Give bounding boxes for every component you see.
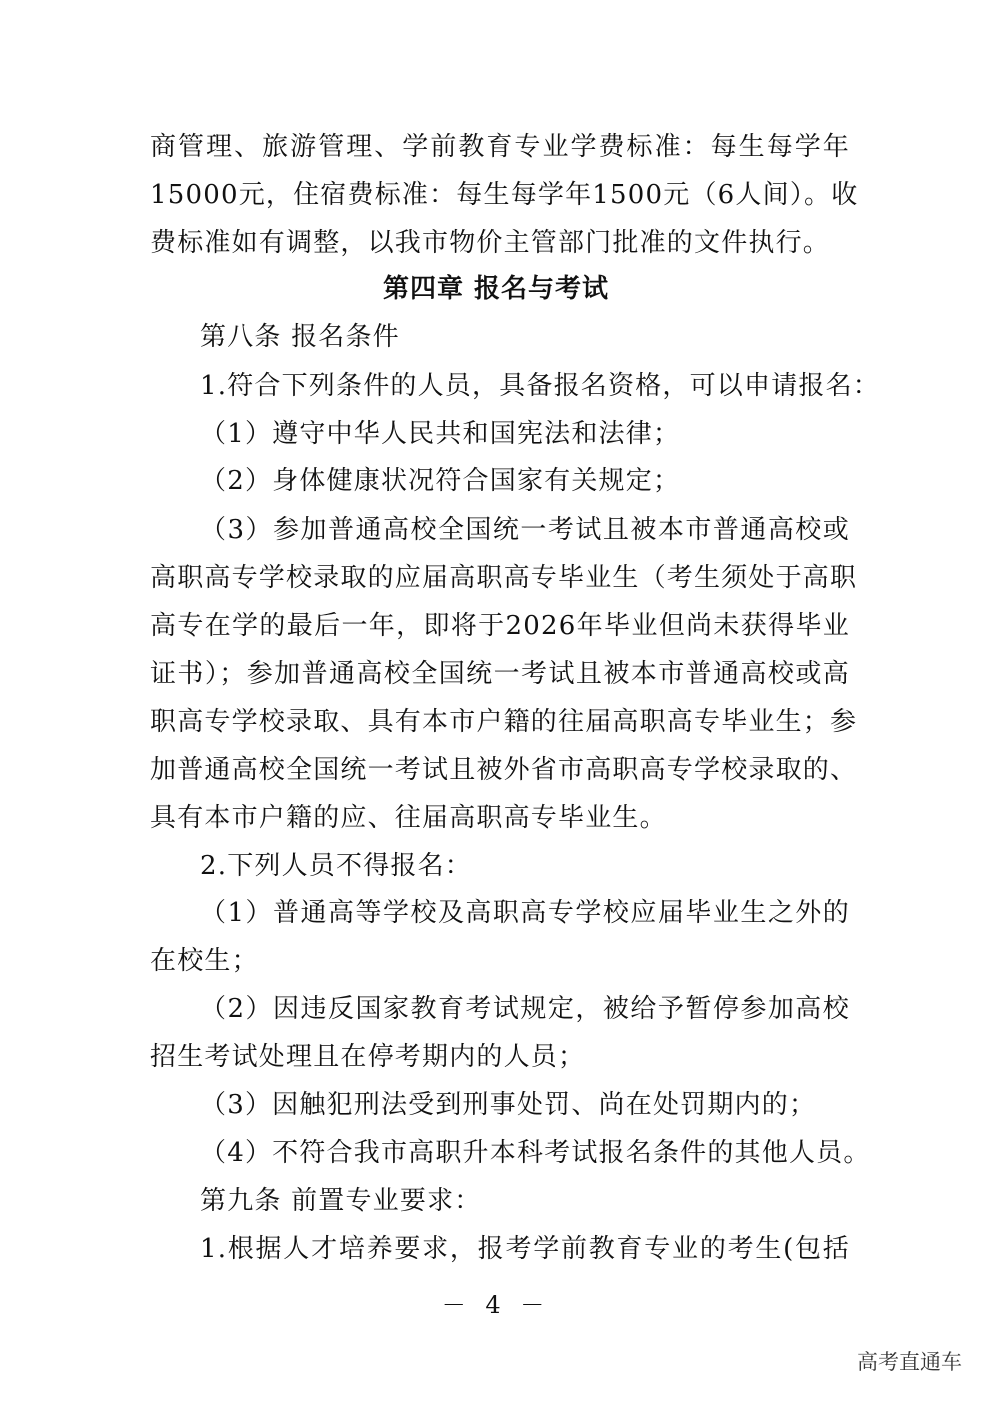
watermark-text: 高考直通车	[857, 1350, 962, 1374]
chapter-title: 第四章 报名与考试	[382, 274, 610, 304]
list-item: 2.下列人员不得报名：	[200, 851, 473, 881]
list-item: 1.根据人才培养要求，报考学前教育专业的考生(包括	[200, 1234, 850, 1264]
list-item-line: （1）普通高等学校及高职高专学校应届毕业生之外的	[200, 898, 850, 928]
list-item-line: 在校生；	[150, 946, 259, 976]
list-item: 1.符合下列条件的人员，具备报名资格，可以申请报名：	[200, 371, 881, 401]
list-item-line: 高职高专学校录取的应届高职高专毕业生（考生须处于高职	[150, 563, 858, 593]
article-heading: 第八条 报名条件	[200, 322, 400, 352]
paragraph-line: 费标准如有调整，以我市物价主管部门批准的文件执行。	[150, 228, 831, 258]
paragraph-line: 商管理、旅游管理、学前教育专业学费标准：每生每学年	[150, 132, 850, 162]
list-item: （1）遵守中华人民共和国宪法和法律；	[200, 419, 681, 449]
list-item-line: （3）参加普通高校全国统一考试且被本市普通高校或	[200, 515, 850, 545]
paragraph-line: 15000元，住宿费标准：每生每学年1500元（6人间）。收	[150, 180, 859, 210]
list-item-line: 具有本市户籍的应、往届高职高专毕业生。	[150, 803, 667, 833]
list-item-line: 高专在学的最后一年，即将于2026年毕业但尚未获得毕业	[150, 611, 850, 641]
list-item: （4）不符合我市高职升本科考试报名条件的其他人员。	[200, 1138, 871, 1168]
list-item: （2）身体健康状况符合国家有关规定；	[200, 466, 681, 496]
list-item-line: 证书）；参加普通高校全国统一考试且被本市普通高校或高	[150, 659, 850, 689]
list-item-line: （2）因违反国家教育考试规定，被给予暂停参加高校	[200, 994, 850, 1024]
page-number: － 4 －	[441, 1291, 551, 1319]
list-item-line: 职高专学校录取、具有本市户籍的往届高职高专毕业生；参	[150, 707, 858, 737]
list-item-line: 加普通高校全国统一考试且被外省市高职高专学校录取的、	[150, 755, 858, 785]
article-heading: 第九条 前置专业要求：	[200, 1186, 482, 1216]
list-item: （3）因触犯刑法受到刑事处罚、尚在处罚期内的；	[200, 1090, 817, 1120]
list-item-line: 招生考试处理且在停考期内的人员；	[150, 1042, 586, 1072]
